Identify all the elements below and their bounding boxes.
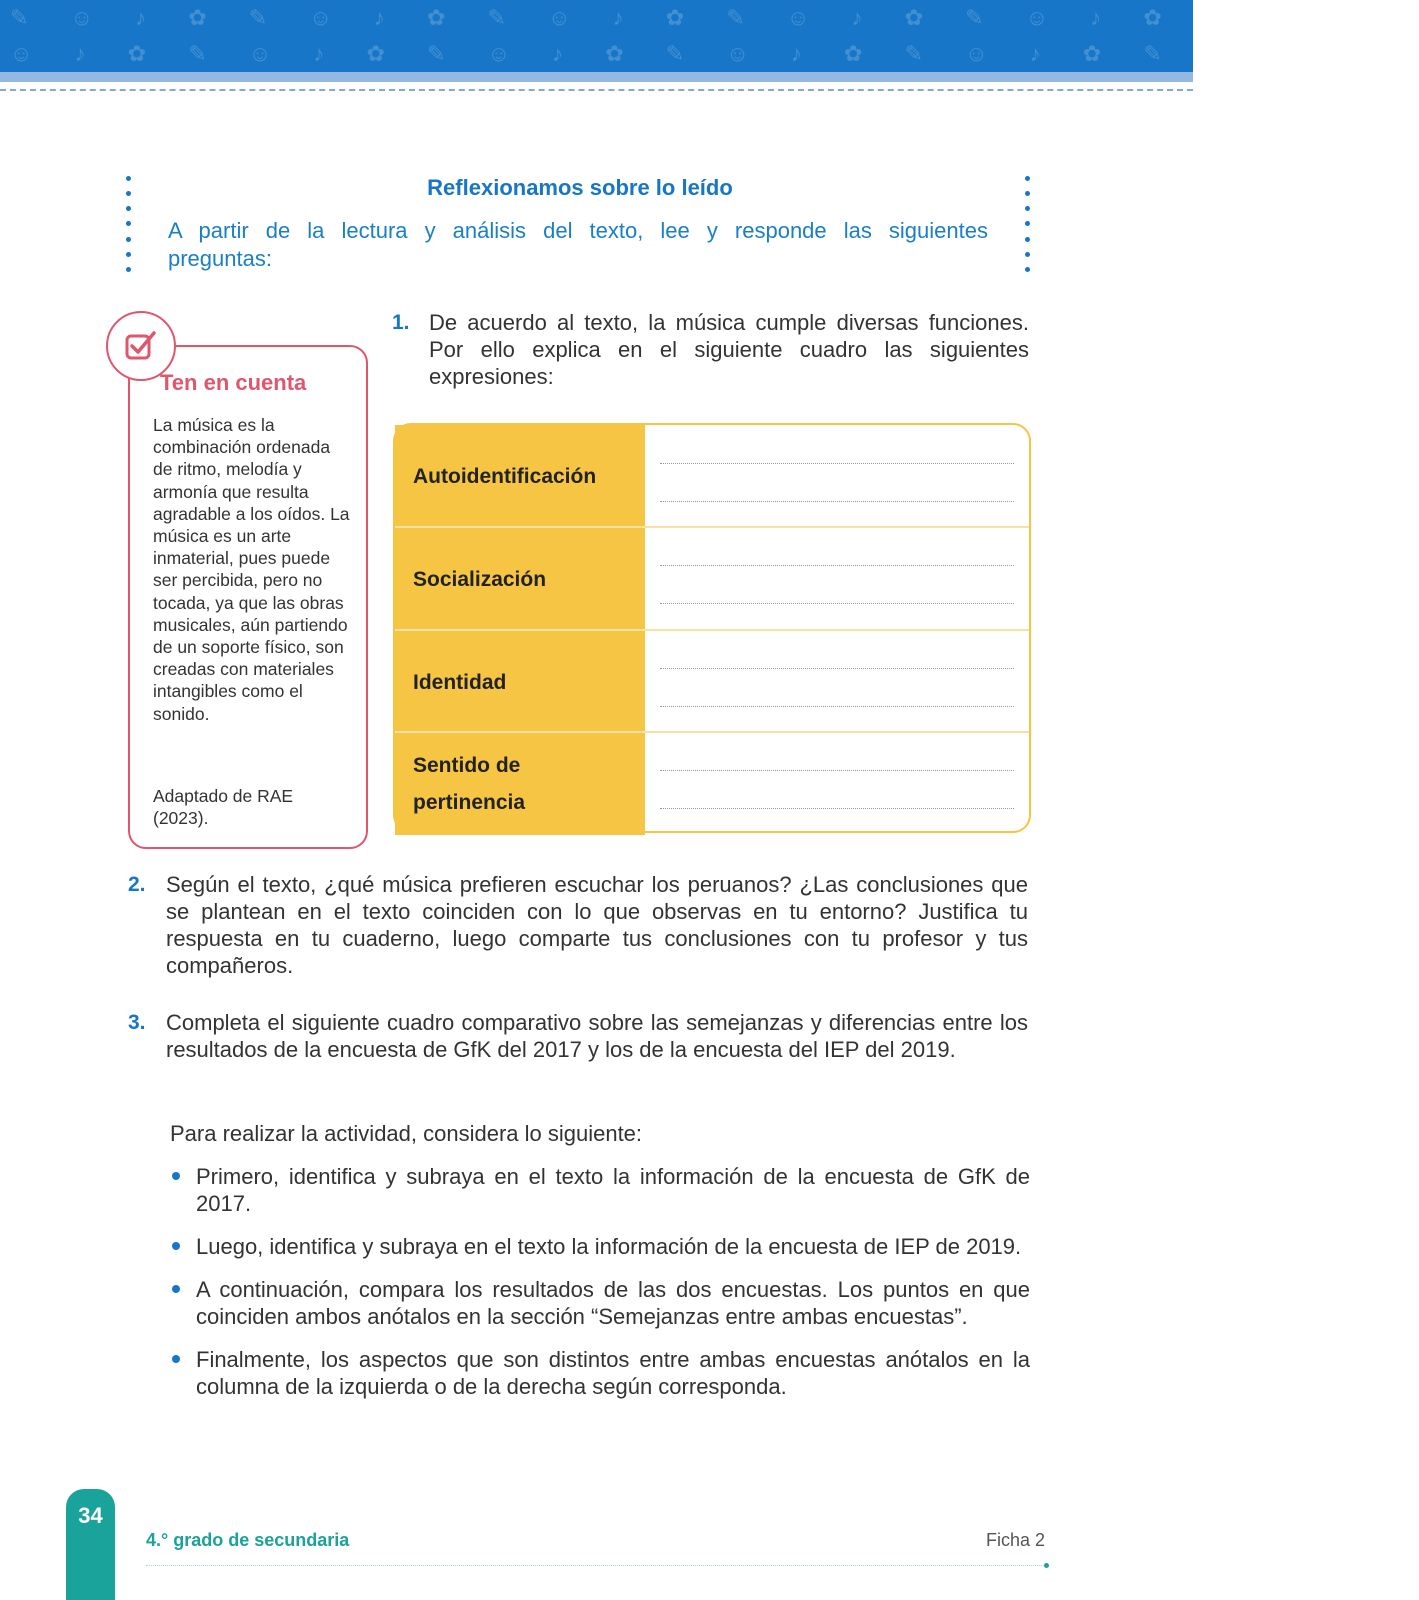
footer-dot (1044, 1563, 1049, 1568)
bullet-icon (172, 1242, 180, 1250)
answer-cell[interactable] (645, 425, 1029, 527)
question-3-number: 3. (128, 1011, 146, 1034)
tip-title: Ten en cuenta (160, 370, 307, 395)
list-item (170, 1276, 1030, 1330)
question-2-number: 2. (128, 873, 146, 896)
section-title: Reflexionamos sobre lo leído (427, 175, 733, 200)
answer-line (660, 808, 1014, 809)
answer-line (660, 603, 1014, 604)
answer-line (660, 706, 1014, 707)
question-1-number: 1. (392, 311, 410, 334)
right-dot-border (1025, 176, 1031, 272)
footer-grade: 4.° grado de secundaria (146, 1530, 350, 1550)
answer-cell[interactable] (645, 631, 1029, 733)
activity-bullet-list (170, 1163, 1030, 1416)
question-3-text: Completa el siguiente cuadro comparativo sobre las semejanzas y diferencias entre los resultados de la encuesta de GfK del 2017 y los de la encuesta del IEP del 2019. (166, 1010, 1028, 1062)
bullet-icon (172, 1285, 180, 1293)
answer-cell[interactable] (645, 733, 1029, 835)
bullet-text: A continuación, compara los resultados de las dos encuestas. Los puntos en que coinciden ambos anótalos en la sección “Semejanzas entre ambas encuestas”. (196, 1277, 1030, 1329)
answer-line (660, 463, 1014, 464)
list-item (170, 1346, 1030, 1400)
row-label: Socialización (395, 528, 645, 630)
answer-line (660, 565, 1014, 566)
footer-ficha: Ficha 2 (985, 1530, 1045, 1550)
bullet-text: Primero, identifica y subraya en el texto la información de la encuesta de GfK de 2017. (196, 1164, 1030, 1216)
tip-body: La música es la combinación ordenada de ritmo, melodía y armonía que resulta agradable a los oídos. La música es un arte inmaterial, pues puede ser percibida, pero no tocada, ya que las obras musicales, aún partiendo de un soporte físico, son creadas con materiales intangibles como el sonido. (153, 415, 350, 724)
answer-line (660, 668, 1014, 669)
table-row (395, 425, 1029, 527)
footer-divider (146, 1565, 1046, 1566)
answer-cell[interactable] (645, 528, 1029, 630)
table-row (395, 631, 1029, 733)
bullet-text: Finalmente, los aspectos que son distintos entre ambas encuestas anótalos en la columna de la izquierda o de la derecha según corresponda. (196, 1347, 1030, 1399)
top-strip (0, 72, 1193, 82)
intro-text: A partir de la lectura y análisis del texto, lee y responde las siguientes preguntas: (168, 218, 988, 271)
top-banner (0, 0, 1419, 72)
doodle-pattern: ✎ ☺ ♪ ✿ ✎ ☺ ♪ ✿ ✎ ☺ ♪ ✿ ✎ ☺ ♪ ✿ ✎ ☺ ♪ ✿ ✎ ☺ ♪ ✿ ☺ ♪ ✿ ✎ ☺ ♪ ✿ ✎ ☺ ♪ ✿ ✎ ☺ ♪ ✿ ✎ ☺ ♪ ✿ ✎ ☺ ♪ ✿ ✎ (10, 5, 1419, 66)
bullet-icon (172, 1172, 180, 1180)
tip-source: Adaptado de RAE (2023). (153, 786, 294, 829)
bullet-icon (172, 1355, 180, 1363)
table-row (395, 528, 1029, 630)
list-item (170, 1233, 1030, 1260)
page-number: 34 (78, 1503, 103, 1528)
activity-lead: Para realizar la actividad, considera lo siguiente: (170, 1121, 643, 1146)
answer-line (660, 770, 1014, 771)
left-dot-border (126, 176, 132, 272)
functions-table (393, 423, 1031, 833)
row-label: Autoidentificación (395, 425, 645, 527)
row-label: Identidad (395, 631, 645, 733)
question-2-text: Según el texto, ¿qué música prefieren escuchar los peruanos? ¿Las conclusiones que se plantean en el texto coinciden con lo que observas en tu entorno? Justifica tu respuesta en tu cuaderno, luego comparte tus conclusiones con tu profesor y tus compañeros. (166, 872, 1028, 978)
bullet-text: Luego, identifica y subraya en el texto la información de la encuesta de IEP de 2019. (196, 1234, 1022, 1259)
list-item (170, 1163, 1030, 1217)
row-label: Sentido de pertinencia (395, 733, 645, 835)
question-1-text: De acuerdo al texto, la música cumple diversas funciones. Por ello explica en el siguiente cuadro las siguientes expresiones: (429, 310, 1029, 389)
answer-line (660, 501, 1014, 502)
top-dashed-divider (0, 89, 1193, 91)
table-row (395, 733, 1029, 835)
